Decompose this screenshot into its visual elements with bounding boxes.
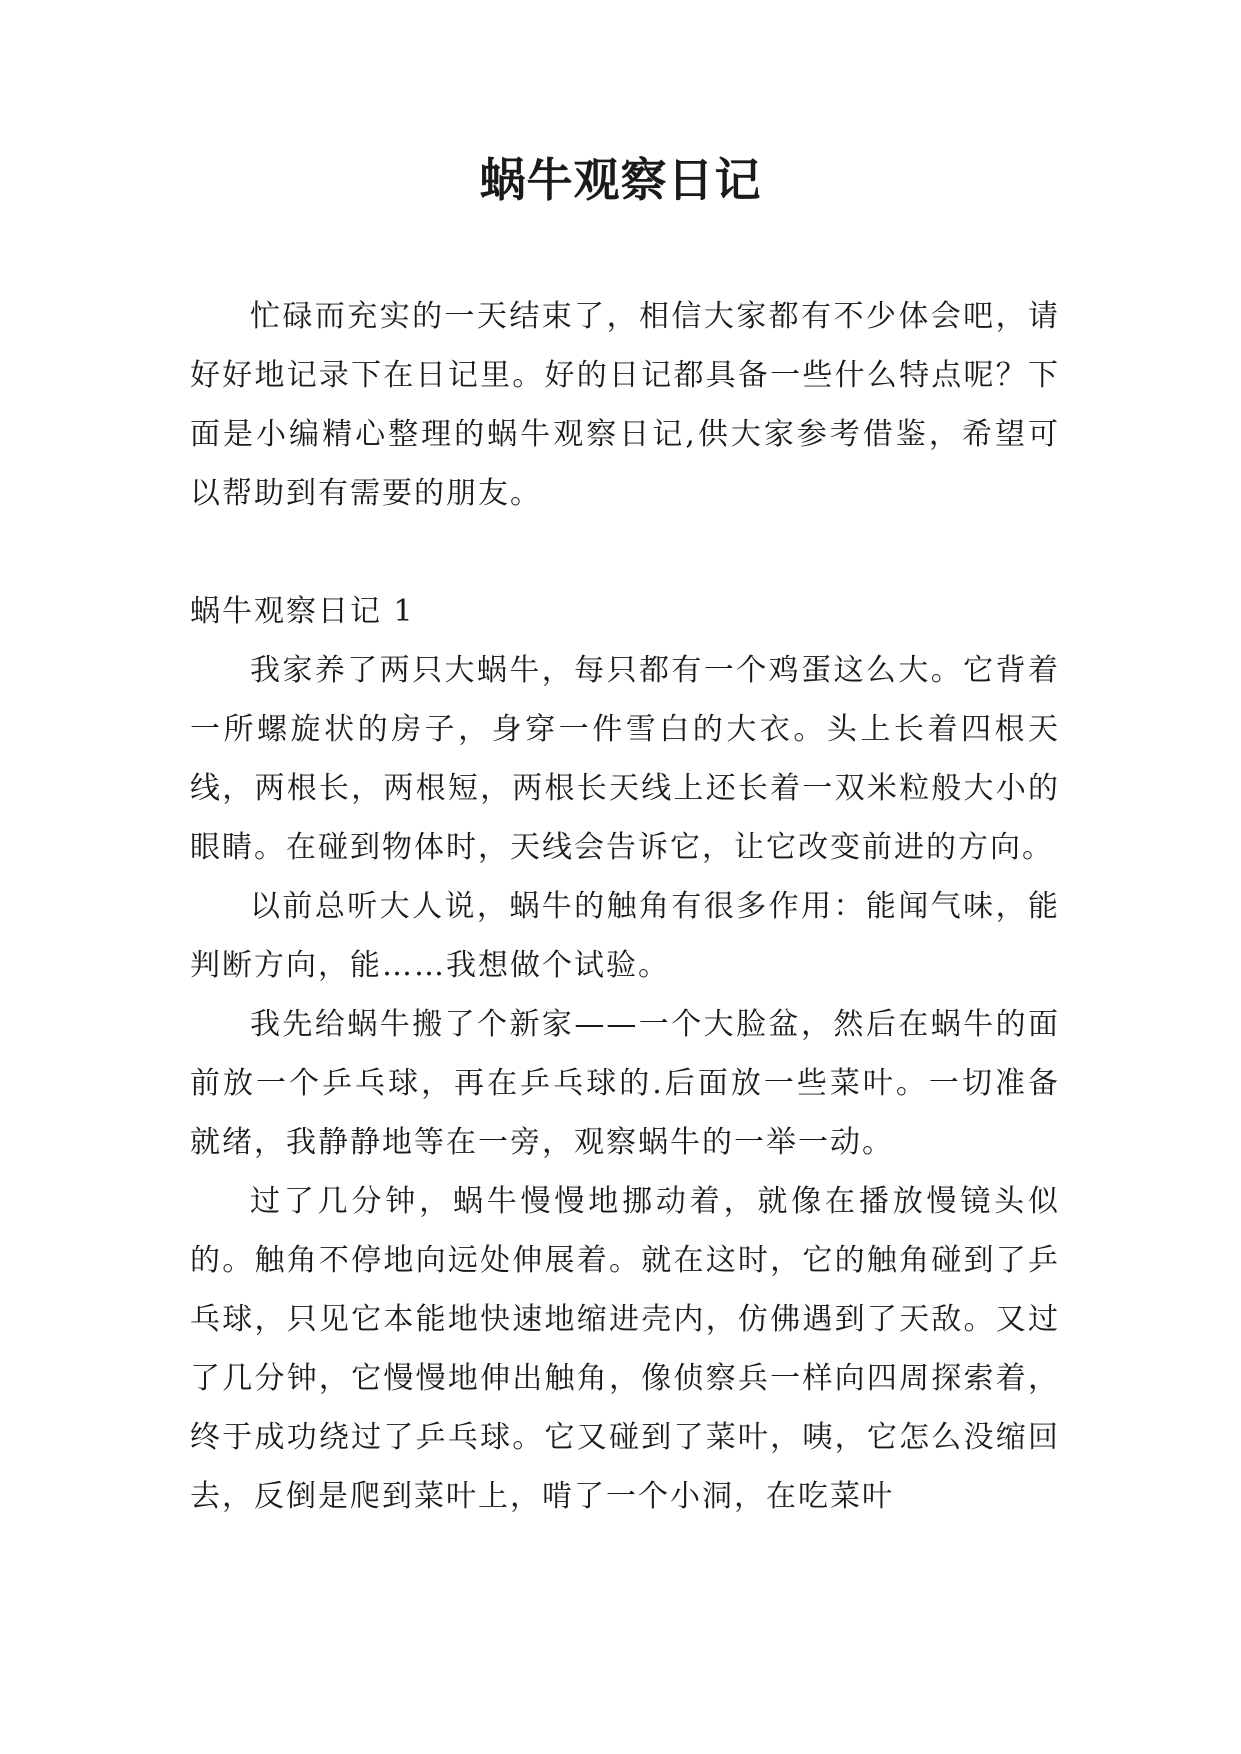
body-paragraph: 我家养了两只大蜗牛，每只都有一个鸡蛋这么大。它背着一所螺旋状的房子，身穿一件雪白的大衣。头上长着四根天线，两根长，两根短，两根长天线上还长着一双米粒般大小的眼睛。在碰到物体时，天线会告诉它，让它改变前进的方向。 bbox=[190, 653, 1060, 865]
body-paragraph: 以前总听大人说，蜗牛的触角有很多作用：能闻气味，能判断方向，能……我想做个试验。 bbox=[190, 889, 1060, 983]
intro-paragraph: 忙碌而充实的一天结束了，相信大家都有不少体会吧，请好好地记录下在日记里。好的日记都具备一些什么特点呢？下面是小编精心整理的蜗牛观察日记,供大家参考借鉴，希望可以帮助到有需要的朋友。 bbox=[190, 299, 1060, 511]
body-paragraph: 我先给蜗牛搬了个新家——一个大脸盆，然后在蜗牛的面前放一个乒乓球，再在乒乓球的.后面放一些菜叶。一切准备就绪，我静静地等在一旁，观察蜗牛的一举一动。 bbox=[190, 1007, 1060, 1160]
section-heading: 蜗牛观察日记 1 bbox=[190, 594, 415, 629]
document-title: 蜗牛观察日记 bbox=[479, 153, 762, 207]
document-body bbox=[190, 287, 1060, 1526]
body-paragraph: 过了几分钟，蜗牛慢慢地挪动着，就像在播放慢镜头似的。触角不停地向远处伸展着。就在这时，它的触角碰到了乒乓球，只见它本能地快速地缩进壳内，仿佛遇到了天敌。又过了几分钟，它慢慢地伸出触角，像侦察兵一样向四周探索着，终于成功绕过了乒乓球。它又碰到了菜叶，咦，它怎么没缩回去，反倒是爬到菜叶上，啃了一个小洞，在吃菜叶 bbox=[190, 1184, 1060, 1514]
